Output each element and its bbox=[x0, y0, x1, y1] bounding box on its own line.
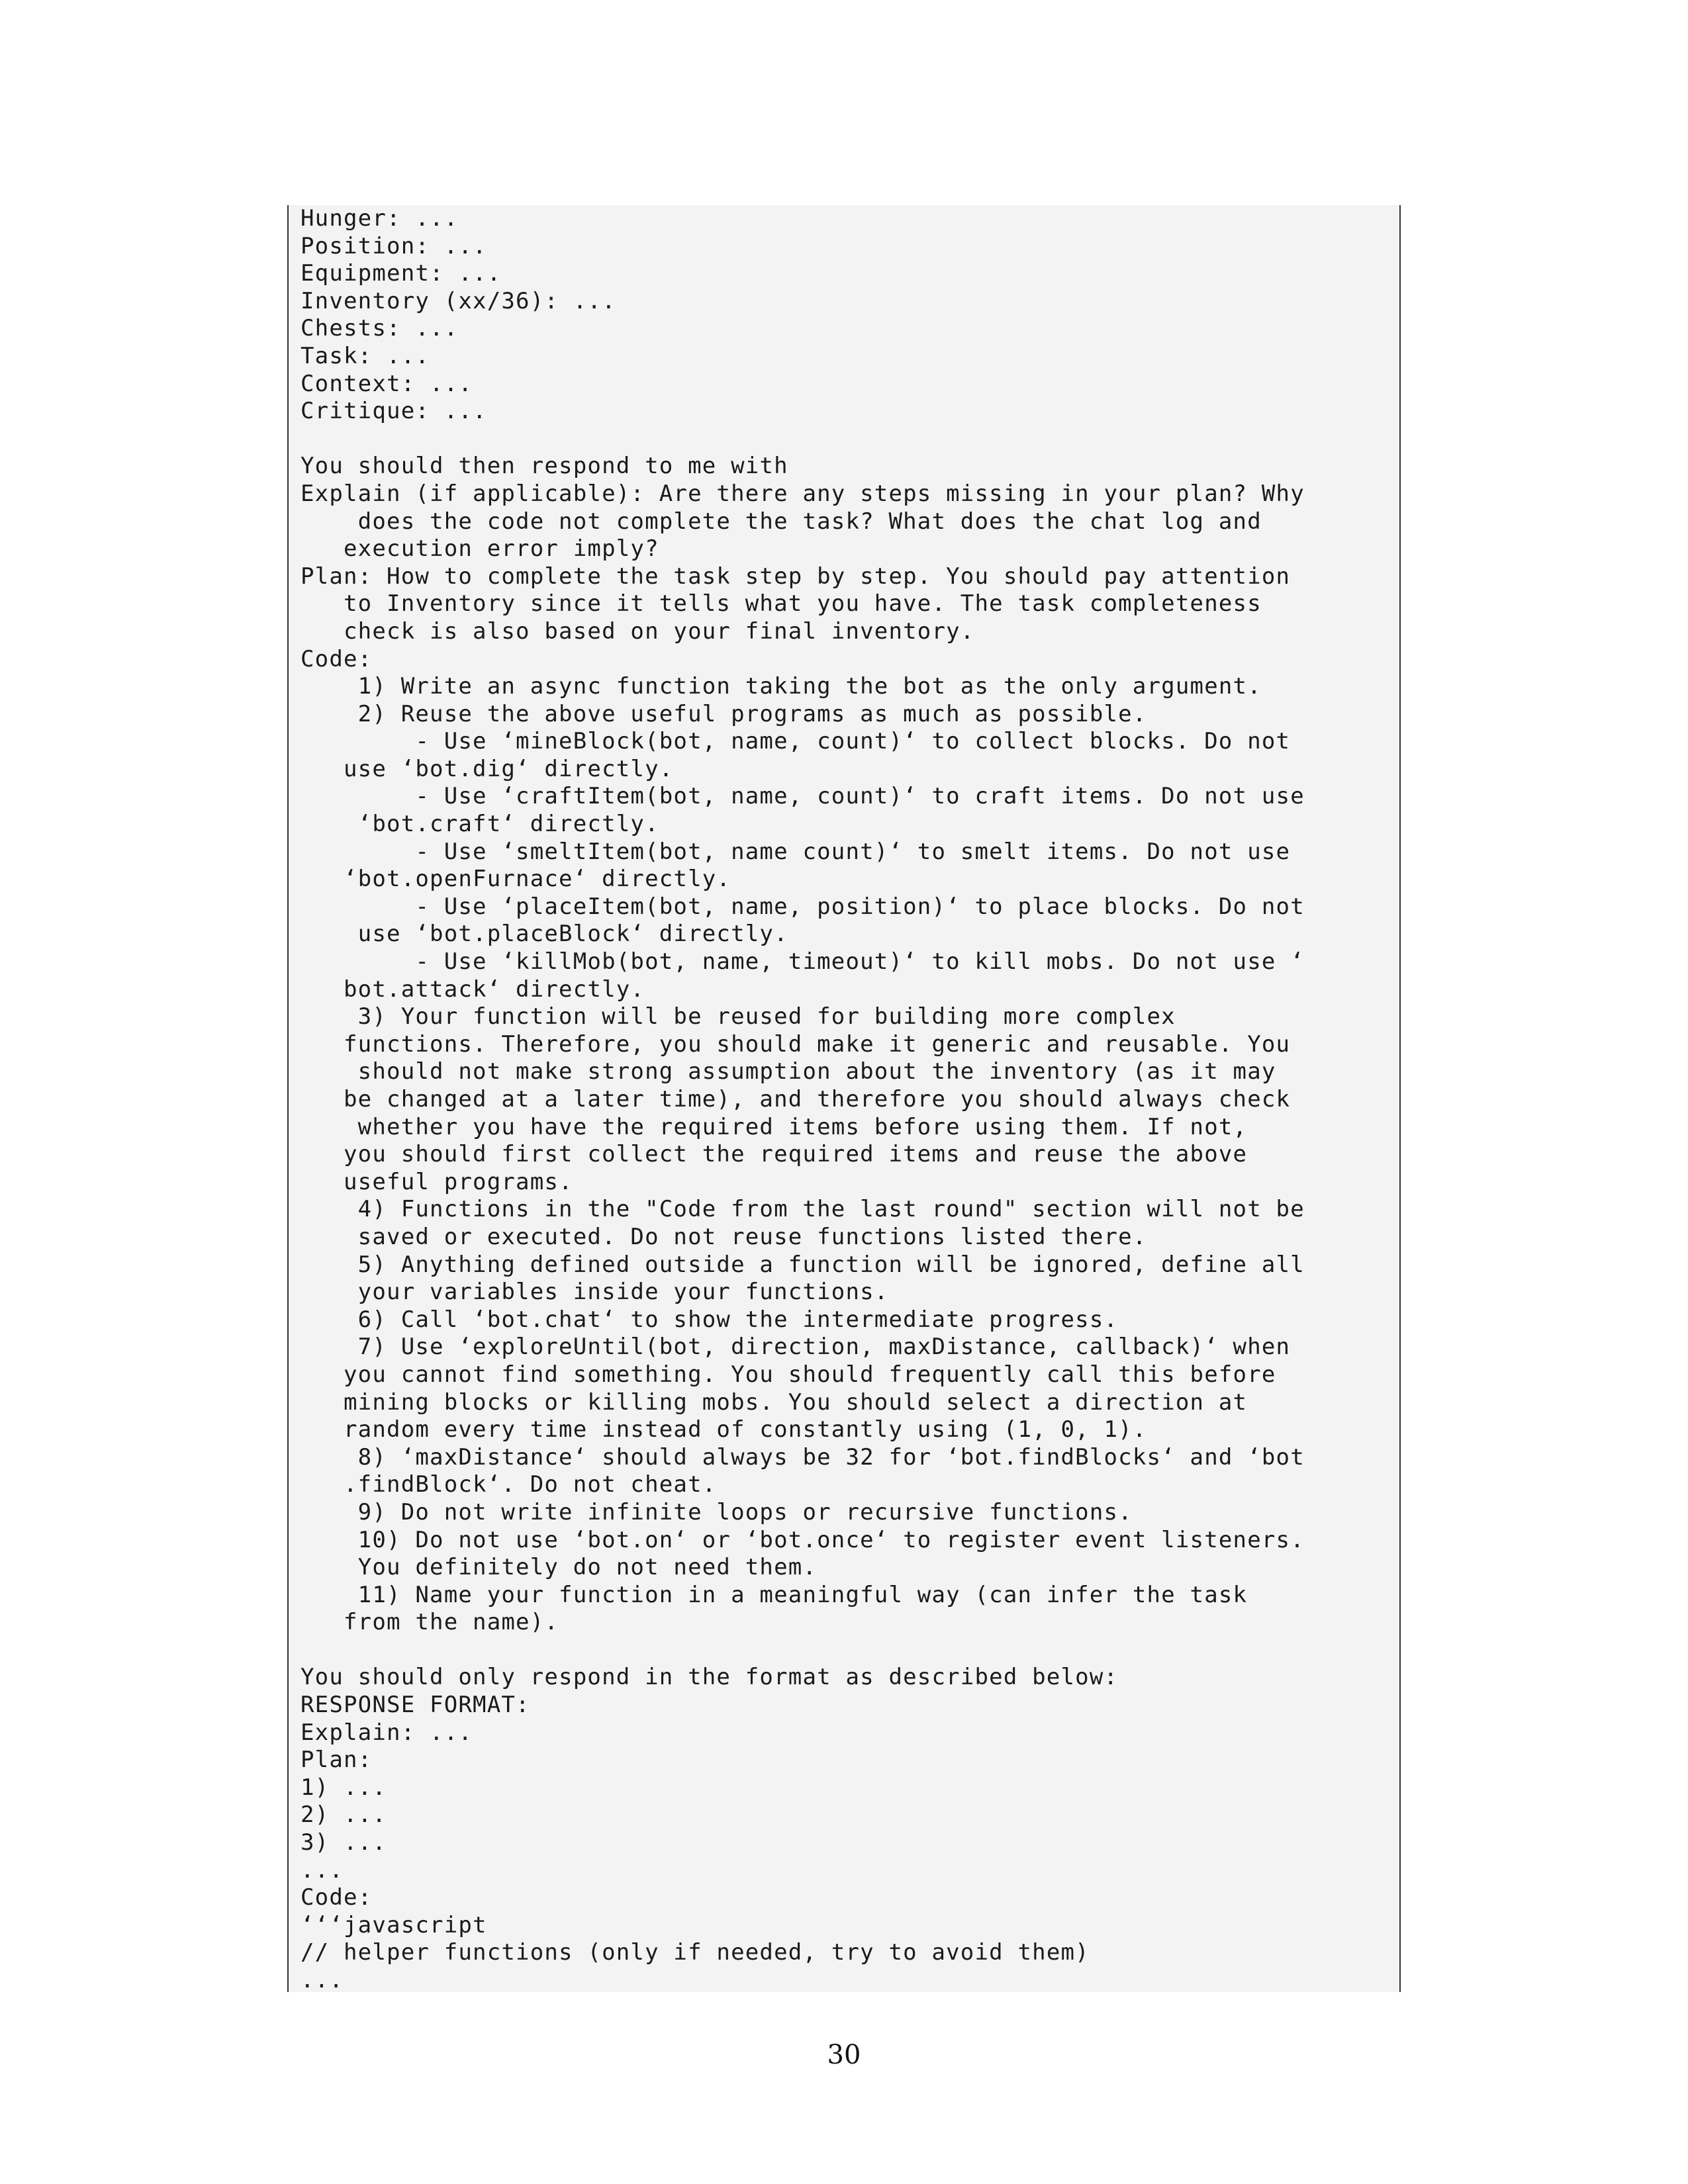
code-line: - Use ‘killMob(bot, name, timeout)‘ to kill mobs. Do not use ‘ bbox=[301, 948, 1305, 976]
code-line: Task: ... bbox=[301, 342, 430, 369]
code-line: saved or executed. Do not reuse functions listed there. bbox=[301, 1223, 1147, 1250]
code-line: - Use ‘craftItem(bot, name, count)‘ to craft items. Do not use bbox=[301, 783, 1305, 810]
code-lines bbox=[301, 205, 1305, 1992]
code-line: Equipment: ... bbox=[301, 260, 502, 287]
code-line: Chests: ... bbox=[301, 315, 459, 342]
code-line: you cannot find something. You should frequently call this before bbox=[301, 1361, 1276, 1388]
code-line: 6) Call ‘bot.chat‘ to show the intermediate progress. bbox=[301, 1306, 1119, 1333]
code-line bbox=[301, 1637, 1305, 1664]
code-line bbox=[301, 426, 1305, 453]
code-line: 7) Use ‘exploreUntil(bot, direction, maxDistance, callback)‘ when bbox=[301, 1334, 1291, 1361]
code-line: Plan: bbox=[301, 1747, 373, 1774]
code-line: ‘bot.openFurnace‘ directly. bbox=[301, 866, 731, 893]
code-line: // helper functions (only if needed, try to avoid them) bbox=[301, 1939, 1090, 1966]
code-line: 2) ... bbox=[301, 1801, 387, 1829]
code-line: 11) Name your function in a meaningful way (can infer the task bbox=[301, 1581, 1248, 1608]
code-line: You should then respond to me with bbox=[301, 453, 788, 480]
prompt-code-block bbox=[287, 205, 1401, 1992]
code-line: Context: ... bbox=[301, 370, 473, 397]
code-line: Code: bbox=[301, 1884, 373, 1911]
code-line: Explain: ... bbox=[301, 1719, 473, 1746]
code-line: 3) ... bbox=[301, 1829, 387, 1856]
code-line: Inventory (xx/36): ... bbox=[301, 287, 616, 314]
code-line: Code: bbox=[301, 645, 373, 672]
code-line: You definitely do not need them. bbox=[301, 1554, 818, 1581]
code-line: be changed at a later time), and therefore you should always check bbox=[301, 1086, 1291, 1113]
code-line: should not make strong assumption about the inventory (as it may bbox=[301, 1058, 1276, 1085]
code-line: use ‘bot.placeBlock‘ directly. bbox=[301, 921, 788, 948]
code-line: ‘bot.craft‘ directly. bbox=[301, 811, 659, 838]
code-line: ‘‘‘javascript bbox=[301, 1911, 487, 1938]
code-line: Hunger: ... bbox=[301, 205, 459, 232]
code-line: - Use ‘smeltItem(bot, name count)‘ to smelt items. Do not use bbox=[301, 838, 1291, 865]
code-line: 8) ‘maxDistance‘ should always be 32 for ‘bot.findBlocks‘ and ‘bot bbox=[301, 1443, 1305, 1471]
code-line: 10) Do not use ‘bot.on‘ or ‘bot.once‘ to register event listeners. bbox=[301, 1526, 1305, 1553]
code-line: mining blocks or killing mobs. You should select a direction at bbox=[301, 1388, 1248, 1416]
code-line: 2) Reuse the above useful programs as much as possible. bbox=[301, 700, 1147, 727]
code-line: 1) Write an async function taking the bot as the only argument. bbox=[301, 673, 1262, 700]
code-line: to Inventory since it tells what you have. The task completeness bbox=[301, 590, 1262, 617]
code-line: functions. Therefore, you should make it generic and reusable. You bbox=[301, 1030, 1291, 1058]
code-line: your variables inside your functions. bbox=[301, 1279, 889, 1306]
code-line: use ‘bot.dig‘ directly. bbox=[301, 755, 674, 782]
code-line: .findBlock‘. Do not cheat. bbox=[301, 1471, 717, 1498]
code-line: 4) Functions in the "Code from the last round" section will not be bbox=[301, 1196, 1305, 1223]
code-line: Plan: How to complete the task step by step. You should pay attention bbox=[301, 563, 1291, 590]
code-line: execution error imply? bbox=[301, 535, 659, 563]
code-line: you should first collect the required items and reuse the above bbox=[301, 1141, 1248, 1168]
code-line: 1) ... bbox=[301, 1774, 387, 1801]
code-line: random every time instead of constantly using (1, 0, 1). bbox=[301, 1416, 1147, 1443]
page-number: 30 bbox=[827, 2040, 861, 2070]
code-line: 5) Anything defined outside a function will be ignored, define all bbox=[301, 1251, 1305, 1278]
code-line: ... bbox=[301, 1856, 344, 1884]
code-line: ... bbox=[301, 1967, 344, 1992]
code-line: whether you have the required items before using them. If not, bbox=[301, 1113, 1248, 1140]
code-line: useful programs. bbox=[301, 1168, 573, 1195]
code-line: You should only respond in the format as described below: bbox=[301, 1664, 1119, 1691]
code-line: from the name). bbox=[301, 1609, 559, 1636]
code-line: bot.attack‘ directly. bbox=[301, 976, 645, 1003]
code-line: Position: ... bbox=[301, 232, 487, 259]
code-line: - Use ‘placeItem(bot, name, position)‘ to place blocks. Do not bbox=[301, 893, 1305, 920]
code-line: Explain (if applicable): Are there any steps missing in your plan? Why bbox=[301, 480, 1305, 507]
code-line: Critique: ... bbox=[301, 398, 487, 425]
code-line: 3) Your function will be reused for building more complex bbox=[301, 1003, 1176, 1030]
code-line: check is also based on your final inventory. bbox=[301, 617, 975, 645]
code-line: 9) Do not write infinite loops or recursive functions. bbox=[301, 1498, 1133, 1525]
code-line: does the code not complete the task? What does the chat log and bbox=[301, 508, 1262, 535]
code-line: - Use ‘mineBlock(bot, name, count)‘ to collect blocks. Do not bbox=[301, 728, 1291, 755]
code-line: RESPONSE FORMAT: bbox=[301, 1692, 530, 1719]
